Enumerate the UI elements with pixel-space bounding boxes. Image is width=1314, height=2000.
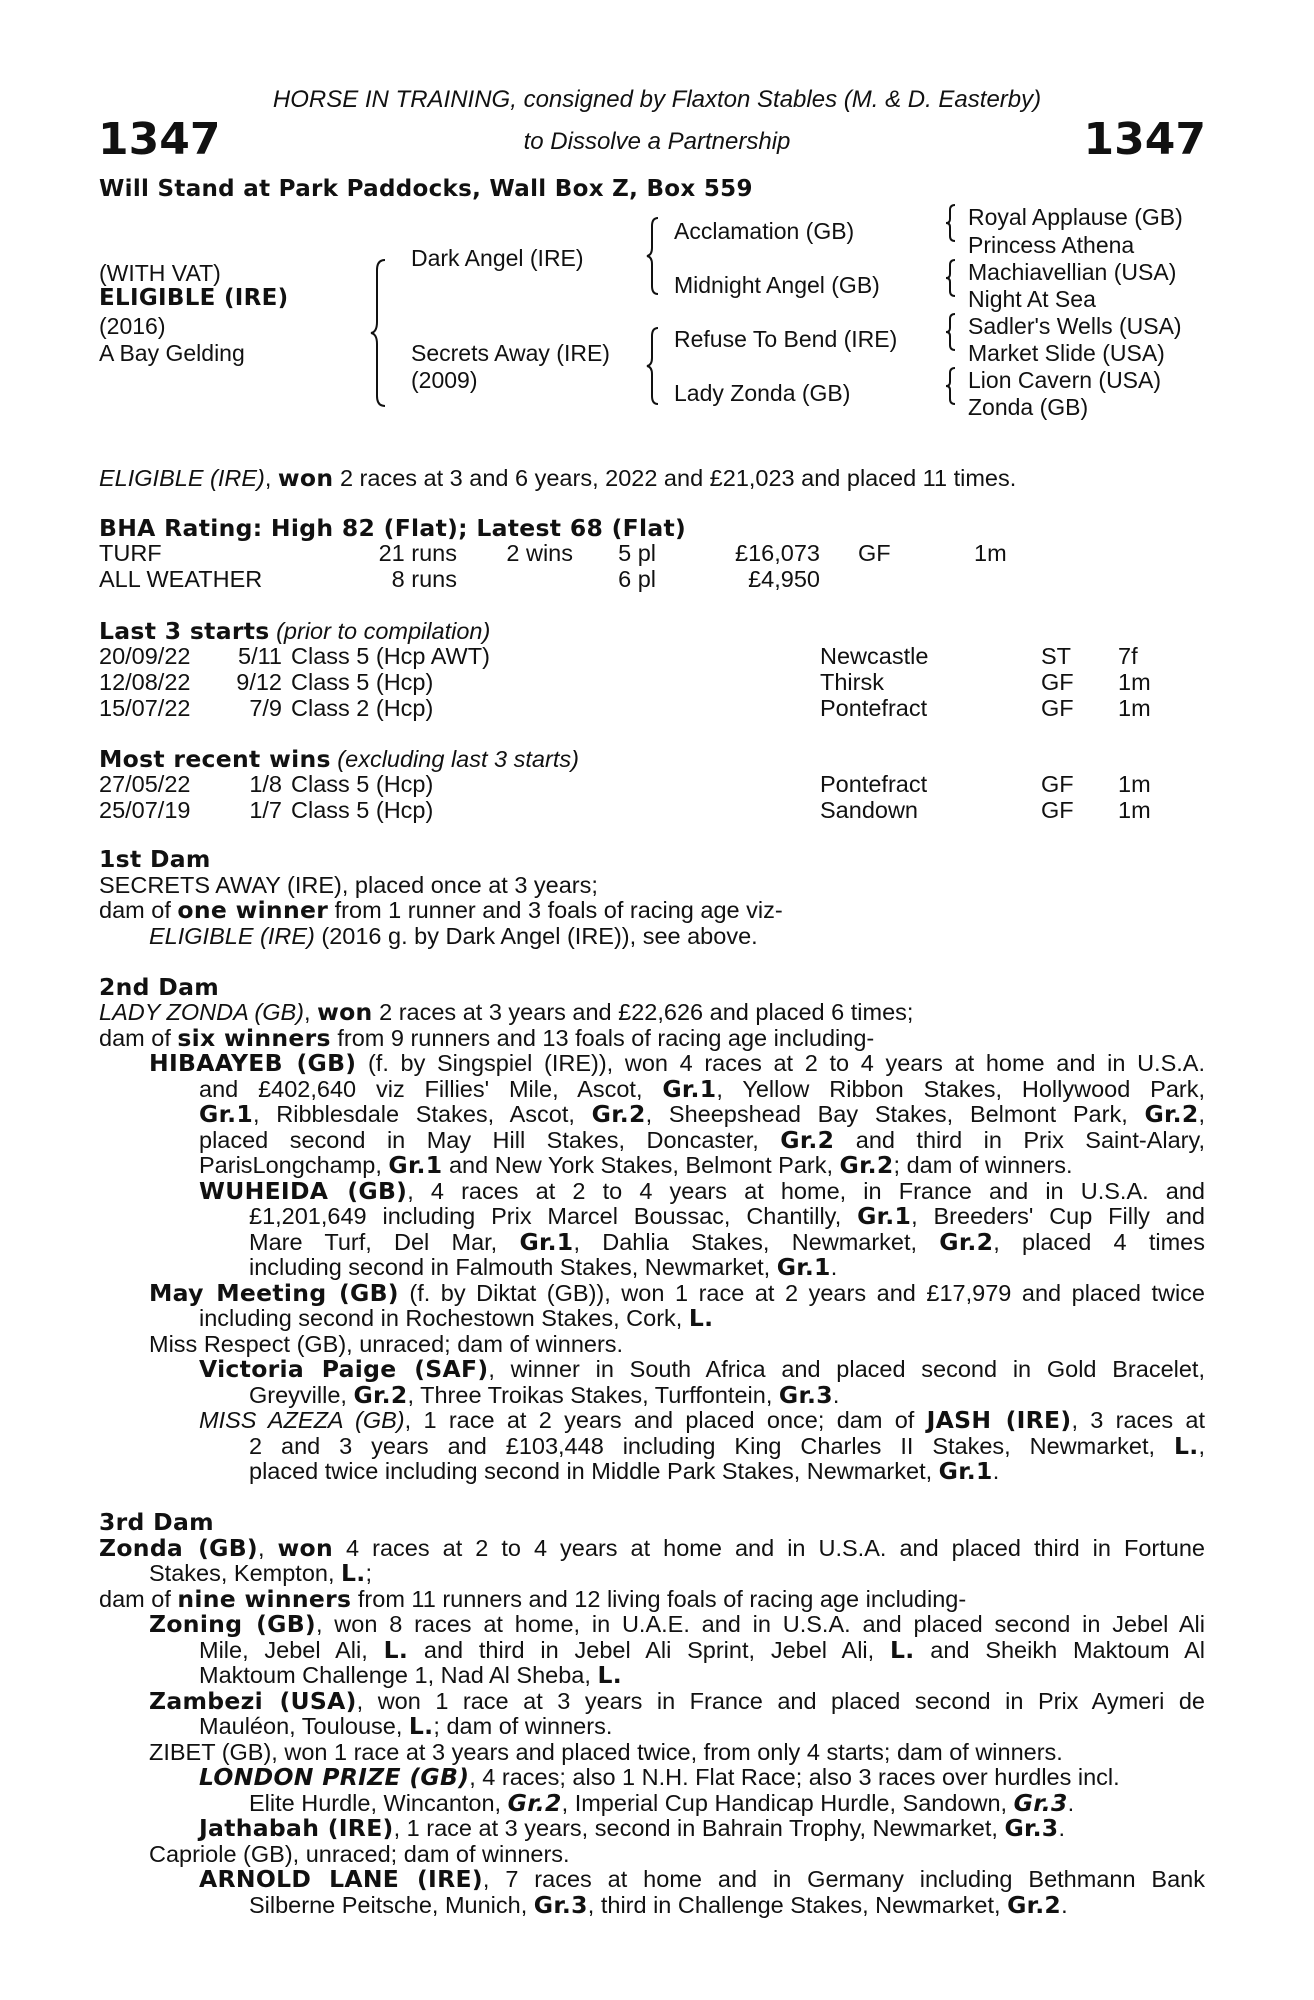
last-start-going: GF <box>1041 669 1074 695</box>
recent-win-going: GF <box>1041 797 1074 823</box>
second-dam-line: ParisLongchamp, Gr.1 and New York Stakes, Belmont Park, Gr.2; dam of winners. <box>199 1151 1073 1179</box>
recent-win-course: Pontefract <box>820 771 928 797</box>
second-dam-line: LADY ZONDA (GB), won 2 races at 3 years and £22,626 and placed 6 times; <box>99 998 914 1026</box>
second-dam-line: placed second in May Hill Stakes, Doncaster, Gr.2 and third in Prix Saint-Alary, <box>199 1125 1205 1154</box>
recent-win-date: 25/07/19 <box>99 797 191 823</box>
last-start-class: Class 5 (Hcp) <box>291 669 434 695</box>
ratings-turf-placed: 5 pl <box>618 540 656 566</box>
horse-year: (2016) <box>99 313 166 339</box>
third-dam-line: Mauléon, Toulouse, L.; dam of winners. <box>199 1712 613 1740</box>
sire-dam-brace <box>373 258 393 408</box>
third-dam-line: Zambezi (USA), won 1 race at 3 years in France and placed second in Prix Aymeri de <box>149 1686 1205 1715</box>
ratings-aw-surface: ALL WEATHER <box>99 566 263 592</box>
last-start-course: Newcastle <box>820 643 929 669</box>
ratings-turf-surface: TURF <box>99 540 162 566</box>
grandsire-brace-1 <box>945 204 959 242</box>
lot-number-left: 1347 <box>98 114 221 165</box>
third-dam-heading: 3rd Dam <box>99 1508 214 1536</box>
last-start-distance: 7f <box>1118 643 1138 669</box>
recent-win-going: GF <box>1041 771 1074 797</box>
pedigree-g1: Royal Applause (GB) <box>968 204 1183 230</box>
recent-win-date: 27/05/22 <box>99 771 191 797</box>
last-start-date: 20/09/22 <box>99 643 191 669</box>
recent-win-class: Class 5 (Hcp) <box>291 797 434 823</box>
third-dam-line: Zoning (GB), won 8 races at home, in U.A.E. and in U.S.A. and placed second in Jebel Ali <box>149 1610 1206 1638</box>
third-dam-line: Maktoum Challenge 1, Nad Al Sheba, L. <box>199 1661 622 1689</box>
last-start-date: 12/08/22 <box>99 669 191 695</box>
second-dam-line: and £402,640 viz Fillies' Mile, Ascot, Gr.1, Yellow Ribbon Stakes, Hollywood Park, <box>199 1074 1205 1103</box>
last-start-class: Class 5 (Hcp AWT) <box>291 643 490 669</box>
recent-win-distance: 1m <box>1118 797 1151 823</box>
last-start-class: Class 2 (Hcp) <box>291 695 434 721</box>
horse-name: ELIGIBLE (IRE) <box>99 285 289 311</box>
second-dam-line: WUHEIDA (GB), 4 races at 2 to 4 years at home, in France and in U.S.A. and <box>199 1176 1206 1205</box>
third-dam-line: ARNOLD LANE (IRE), 7 races at home and in Germany including Bethmann Bank <box>199 1865 1205 1893</box>
second-dam-line: HIBAAYEB (GB) (f. by Singspiel (IRE)), won 4 races at 2 to 4 years at home and in U.S.A. <box>149 1049 1205 1077</box>
last-start-distance: 1m <box>1118 695 1151 721</box>
second-dam-heading: 2nd Dam <box>99 972 220 1001</box>
ratings-aw-runs: 8 runs <box>391 566 457 592</box>
second-dam-line: including second in Rochestown Stakes, Cork, L. <box>199 1304 714 1332</box>
third-dam-line: LONDON PRIZE (GB), 4 races; also 1 N.H. Flat Race; also 3 races over hurdles incl. <box>199 1763 1120 1791</box>
pedigree-g4: Night At Sea <box>968 286 1096 312</box>
last-start-going: ST <box>1041 643 1072 669</box>
ratings-turf-distance: 1m <box>974 540 1007 566</box>
catalogue-subtitle: to Dissolve a Partnership <box>523 128 791 155</box>
second-dam-line: Miss Respect (GB), unraced; dam of winners. <box>149 1330 624 1357</box>
third-dam-line: dam of nine winners from 11 runners and 12 living foals of racing age including- <box>99 1584 967 1613</box>
pedigree-g2: Princess Athena <box>968 232 1135 258</box>
first-dam-line: ELIGIBLE (IRE) (2016 g. by Dark Angel (IRE)), see above. <box>149 922 758 949</box>
recent-win-pos: 1/7 <box>249 797 282 823</box>
last-start-date: 15/07/22 <box>99 695 191 721</box>
second-dam-line: dam of six winners from 9 runners and 13 foals of racing age including- <box>99 1023 875 1052</box>
third-dam-line: Elite Hurdle, Wincanton, Gr.2, Imperial Cup Handicap Hurdle, Sandown, Gr.3. <box>249 1788 1075 1817</box>
third-dam-line: Stakes, Kempton, L.; <box>149 1559 373 1587</box>
second-dam-line: Greyville, Gr.2, Three Troikas Stakes, Turffontein, Gr.3. <box>249 1380 840 1409</box>
pedigree-dam-sire: Refuse To Bend (IRE) <box>674 326 898 352</box>
last-start-pos: 5/11 <box>238 643 282 669</box>
recent-win-distance: 1m <box>1118 771 1151 797</box>
pedigree-dam-year: (2009) <box>411 367 478 393</box>
grandsire-brace-4 <box>945 367 959 405</box>
second-dam-line: 2 and 3 years and £103,448 including King Charles II Stakes, Newmarket, L., <box>249 1431 1205 1460</box>
summary-won: won <box>277 464 334 492</box>
stand-location: Will Stand at Park Paddocks, Wall Box Z, Box 559 <box>99 176 753 202</box>
second-dam-line: including second in Falmouth Stakes, Newmarket, Gr.1. <box>249 1253 838 1281</box>
dam-brace <box>648 326 664 406</box>
last-starts-heading: Last 3 starts (prior to compilation) <box>99 617 491 645</box>
last-start-course: Thirsk <box>820 669 884 695</box>
pedigree-g7: Lion Cavern (USA) <box>968 367 1162 393</box>
second-dam-line: May Meeting (GB) (f. by Diktat (GB)), won 1 race at 2 years and £17,979 and placed twice <box>149 1278 1205 1307</box>
pedigree-sire-sire: Acclamation (GB) <box>674 218 855 244</box>
ratings-turf-going: GF <box>858 540 891 566</box>
third-dam-line: Capriole (GB), unraced; dam of winners. <box>149 1840 570 1867</box>
ratings-aw-placed: 6 pl <box>618 566 656 592</box>
first-dam-line: SECRETS AWAY (IRE), placed once at 3 years; <box>99 871 598 898</box>
third-dam-line: Zonda (GB), won 4 races at 2 to 4 years at home and in U.S.A. and placed third in Fortune <box>99 1533 1205 1562</box>
pedigree-g8: Zonda (GB) <box>968 394 1089 420</box>
grandsire-brace-2 <box>945 259 959 297</box>
recent-win-course: Sandown <box>820 797 918 823</box>
second-dam-line: Victoria Paige (SAF), winner in South Africa and placed second in Gold Bracelet, <box>199 1355 1205 1383</box>
sire-brace <box>648 216 664 296</box>
pedigree-sire: Dark Angel (IRE) <box>411 245 584 271</box>
ratings-aw-prize: £4,950 <box>748 566 820 592</box>
grandsire-brace-3 <box>945 313 959 351</box>
second-dam-line: placed twice including second in Middle Park Stakes, Newmarket, Gr.1. <box>249 1457 1000 1485</box>
recent-win-class: Class 5 (Hcp) <box>291 771 434 797</box>
ratings-turf-runs: 21 runs <box>378 540 457 566</box>
horse-description: A Bay Gelding <box>99 340 245 366</box>
third-dam-line: Mile, Jebel Ali, L. and third in Jebel Ali Sprint, Jebel Ali, L. and Sheikh Maktoum Al <box>199 1635 1206 1664</box>
vat-note: (WITH VAT) <box>99 260 221 286</box>
summary-horse-name: ELIGIBLE (IRE) <box>99 465 265 491</box>
last-start-going: GF <box>1041 695 1074 721</box>
pedigree-dam: Secrets Away (IRE) <box>411 340 610 366</box>
ratings-turf-prize: £16,073 <box>735 540 820 566</box>
third-dam-line: ZIBET (GB), won 1 race at 3 years and placed twice, from only 4 starts; dam of winners. <box>149 1738 1063 1765</box>
second-dam-line: MISS AZEZA (GB), 1 race at 2 years and placed once; dam of JASH (IRE), 3 races at <box>199 1406 1206 1434</box>
pedigree-g6: Market Slide (USA) <box>968 340 1165 366</box>
first-dam-line: dam of one winner from 1 runner and 3 foals of racing age viz- <box>99 896 783 924</box>
lot-number-right: 1347 <box>1083 114 1206 165</box>
pedigree-g5: Sadler's Wells (USA) <box>968 313 1182 339</box>
second-dam-line: Gr.1, Ribblesdale Stakes, Ascot, Gr.2, Sheepshead Bay Stakes, Belmont Park, Gr.2, <box>199 1100 1206 1128</box>
last-start-course: Pontefract <box>820 695 928 721</box>
last-start-pos: 9/12 <box>236 669 282 695</box>
last-start-distance: 1m <box>1118 669 1151 695</box>
bha-rating-heading: BHA Rating: High 82 (Flat); Latest 68 (Flat) <box>99 514 687 542</box>
last-start-pos: 7/9 <box>249 695 282 721</box>
second-dam-line: Mare Turf, Del Mar, Gr.1, Dahlia Stakes, Newmarket, Gr.2, placed 4 times <box>249 1227 1205 1256</box>
race-summary: ELIGIBLE (IRE), won 2 races at 3 and 6 years, 2022 and £21,023 and placed 11 times. <box>99 464 1017 492</box>
second-dam-line: £1,201,649 including Prix Marcel Boussac, Chantilly, Gr.1, Breeders' Cup Filly and <box>249 1202 1206 1230</box>
pedigree-dam-dam: Lady Zonda (GB) <box>674 380 851 406</box>
third-dam-line: Jathabah (IRE), 1 race at 3 years, second in Bahrain Trophy, Newmarket, Gr.3. <box>199 1814 1065 1842</box>
first-dam-heading: 1st Dam <box>99 845 211 873</box>
recent-win-pos: 1/8 <box>249 771 282 797</box>
catalogue-title: HORSE IN TRAINING, consigned by Flaxton Stables (M. & D. Easterby) <box>272 86 1042 113</box>
third-dam-line: Silberne Peitsche, Munich, Gr.3, third in Challenge Stakes, Newmarket, Gr.2. <box>249 1890 1068 1919</box>
dam-sections <box>99 847 1205 1918</box>
summary-rest: 2 races at 3 and 6 years, 2022 and £21,023 and placed 11 times. <box>333 465 1017 491</box>
pedigree-sire-dam: Midnight Angel (GB) <box>674 272 880 298</box>
recent-wins-heading: Most recent wins (excluding last 3 starts) <box>99 745 579 773</box>
ratings-turf-wins: 2 wins <box>506 540 573 566</box>
pedigree-g3: Machiavellian (USA) <box>968 259 1177 285</box>
